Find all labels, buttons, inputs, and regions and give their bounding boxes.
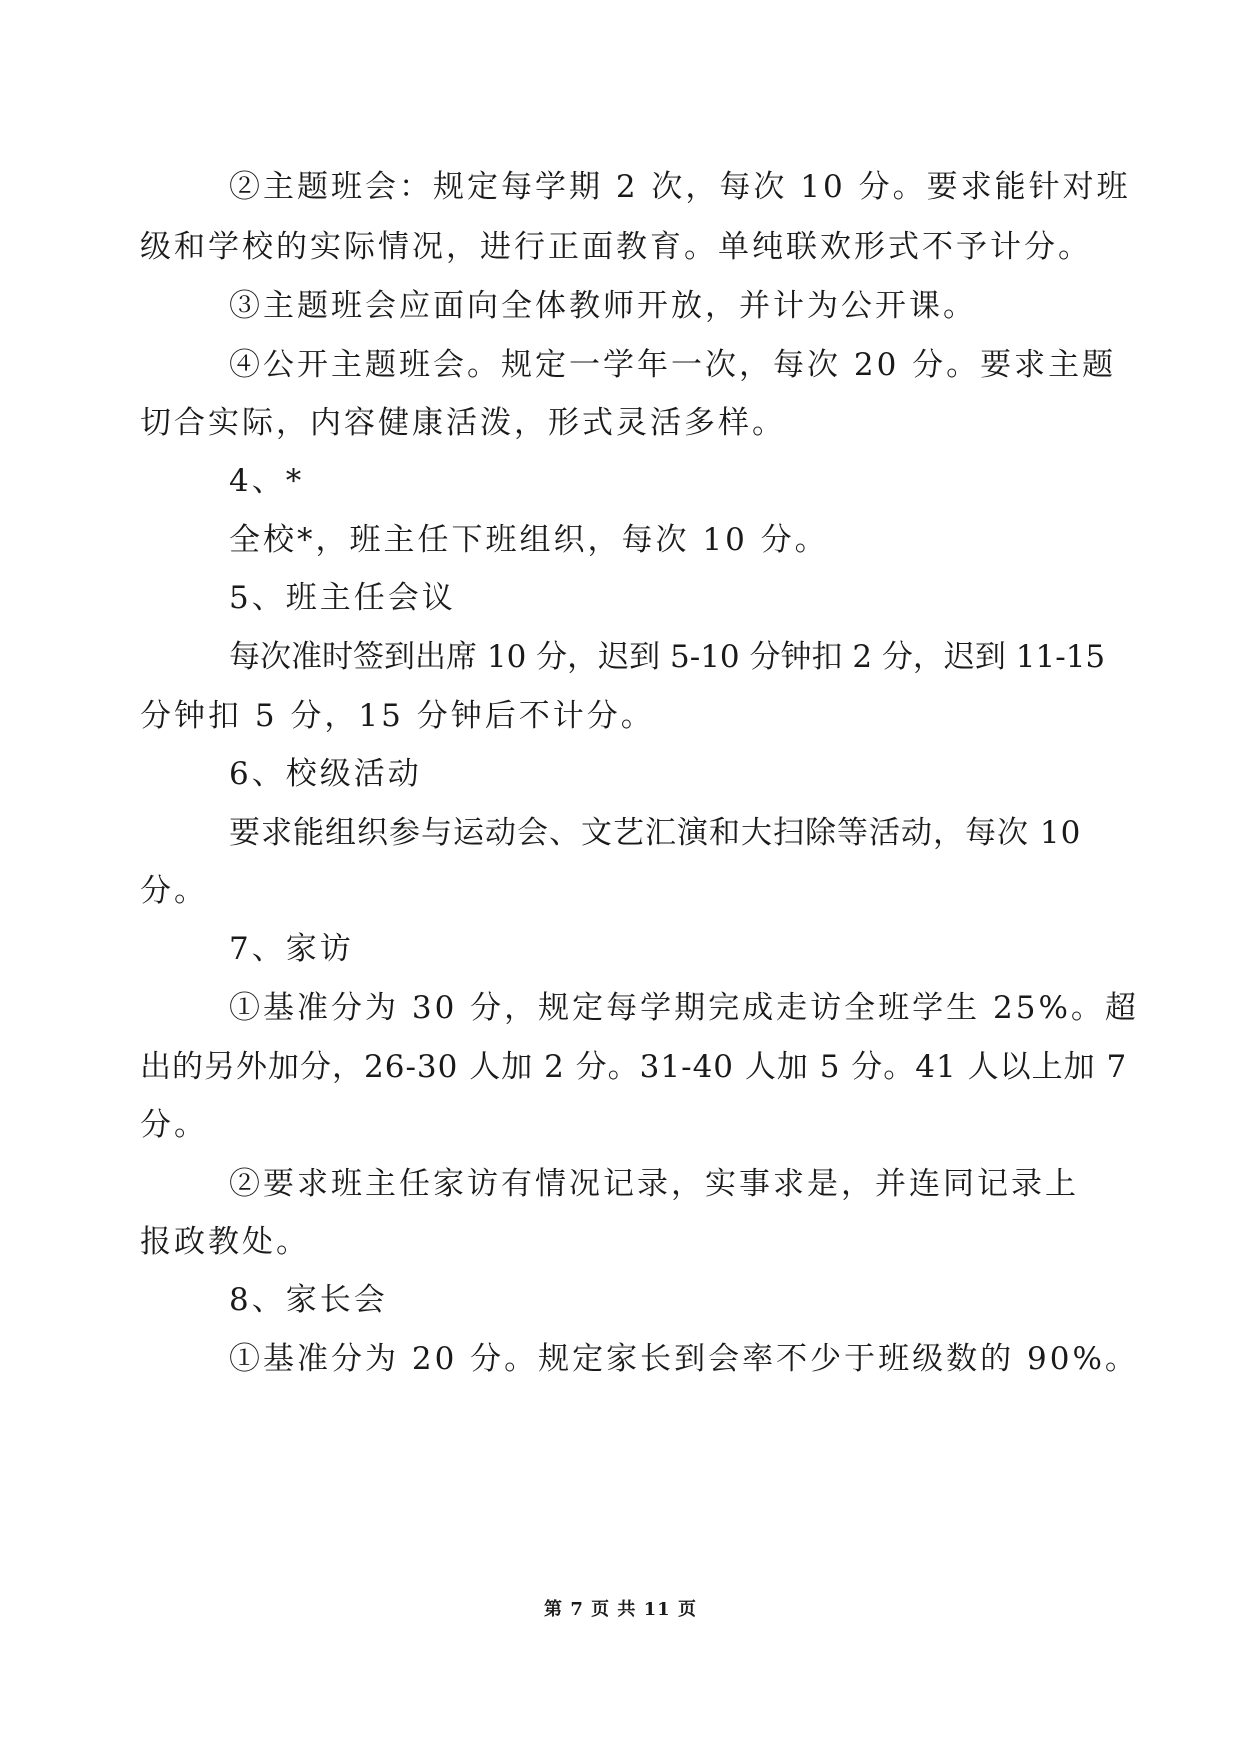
paragraph-line: ③主题班会应面向全体教师开放，并计为公开课。 bbox=[229, 288, 977, 324]
paragraph-line: 分钟扣 5 分，15 分钟后不计分。 bbox=[140, 698, 655, 734]
paragraph-line: ②要求班主任家访有情况记录，实事求是，并连同记录上 bbox=[229, 1166, 1079, 1202]
paragraph-line: 报政教处。 bbox=[140, 1224, 310, 1260]
section-heading: 4、* bbox=[229, 463, 305, 499]
paragraph-line: 每次准时签到出席 10 分，迟到 5-10 分钟扣 2 分，迟到 11-15 bbox=[229, 639, 1106, 675]
paragraph-line: ①基准分为 30 分，规定每学期完成走访全班学生 25%。超 bbox=[229, 990, 1139, 1026]
section-heading: 5、班主任会议 bbox=[229, 580, 456, 616]
paragraph-line: 切合实际，内容健康活泼，形式灵活多样。 bbox=[140, 405, 786, 441]
paragraph-line: 级和学校的实际情况，进行正面教育。单纯联欢形式不予计分。 bbox=[140, 229, 1092, 265]
section-heading: 8、家长会 bbox=[229, 1282, 388, 1318]
section-heading: 6、校级活动 bbox=[229, 756, 422, 792]
paragraph-line: 全校*，班主任下班组织，每次 10 分。 bbox=[229, 522, 829, 558]
page-number-footer: 第 7 页 共 11 页 bbox=[544, 1599, 697, 1620]
paragraph-line: ②主题班会：规定每学期 2 次，每次 10 分。要求能针对班 bbox=[229, 169, 1131, 205]
paragraph-line: 出的另外加分，26-30 人加 2 分。31-40 人加 5 分。41 人以上加 7 bbox=[140, 1049, 1128, 1085]
paragraph-line: ④公开主题班会。规定一学年一次，每次 20 分。要求主题 bbox=[229, 347, 1117, 383]
section-heading: 7、家访 bbox=[229, 931, 354, 967]
paragraph-line: 要求能组织参与运动会、文艺汇演和大扫除等活动，每次 10 bbox=[229, 815, 1082, 851]
paragraph-line: 分。 bbox=[140, 873, 208, 909]
paragraph-line: 分。 bbox=[140, 1107, 208, 1143]
paragraph-line: ①基准分为 20 分。规定家长到会率不少于班级数的 90%。 bbox=[229, 1341, 1139, 1377]
